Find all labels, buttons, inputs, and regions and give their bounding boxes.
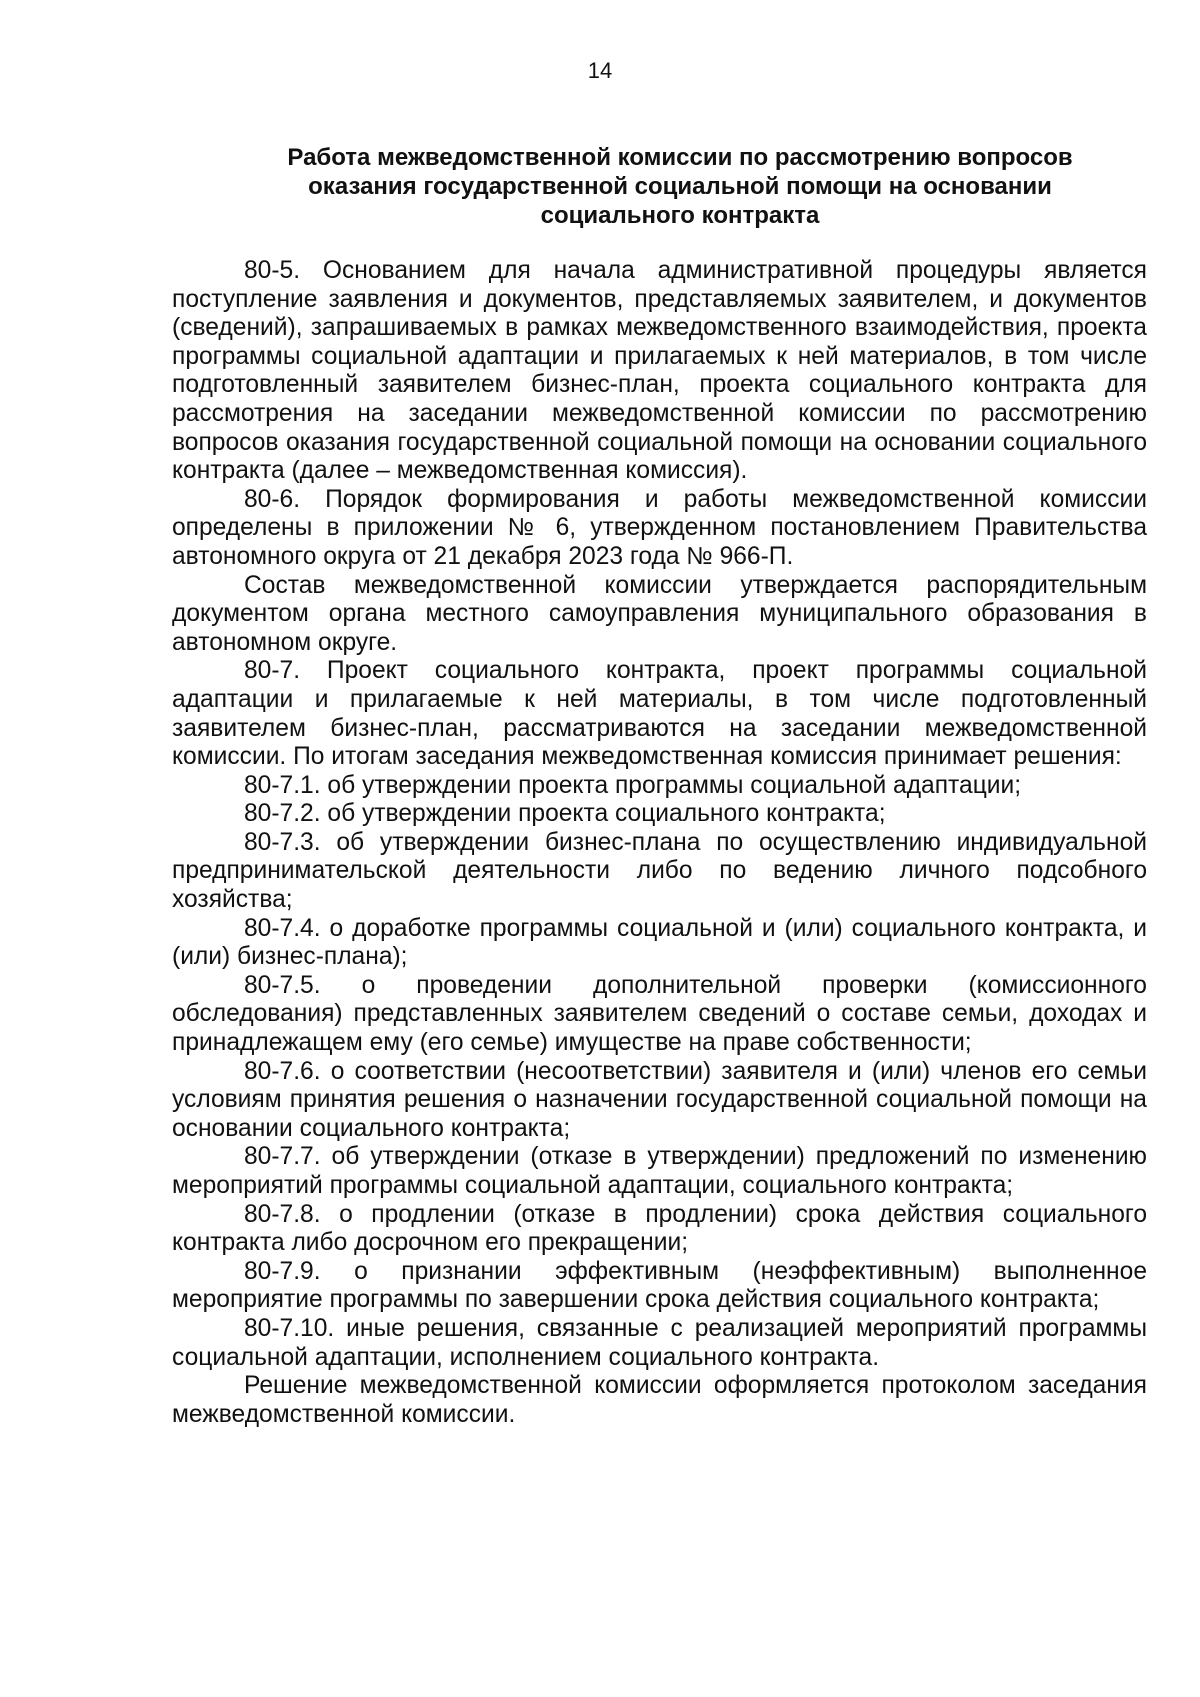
- paragraph-80-7-4: 80-7.4. о доработке программы социальной и (или) социального контракта, и (или) бизнес-плана);: [172, 914, 1147, 971]
- paragraph-80-7-7: 80-7.7. об утверждении (отказе в утверждении) предложений по изменению мероприятий программы социальной адаптации, социального контракта;: [172, 1143, 1147, 1199]
- paragraph-80-6: 80-6. Порядок формирования и работы межведомственной комиссии определены в приложении № 6, утвержденном постановлением Правительства автономного округа от 21 декабря 2023 года № 966-П.: [172, 485, 1147, 570]
- paragraph-decision-protocol: Решение межведомственной комиссии оформляется протоколом заседания межведомственной комиссии.: [172, 1372, 1147, 1428]
- paragraph-80-7-2: 80-7.2. об утверждении проекта социального контракта;: [244, 800, 886, 828]
- heading-line-1: Работа межведомственной комиссии по рассмотрению вопросов: [287, 144, 1073, 171]
- paragraph-80-7-3: 80-7.3. об утверждении бизнес-плана по осуществлению индивидуальной предпринимательской деятельности либо по ведению личного подсобного хозяйства;: [172, 828, 1147, 914]
- heading-line-3: социального контракта: [540, 202, 820, 229]
- paragraph-80-7: 80-7. Проект социального контракта, проект программы социальной адаптации и прилагаемые к ней материалы, в том числе подготовленный заявителем бизнес-план, рассматриваются на заседании межведомственной комиссии. По итогам заседания межведомственная комиссия принимает решения:: [172, 657, 1147, 771]
- paragraph-80-7-5: 80-7.5. о проведении дополнительной проверки (комиссионного обследования) представленных заявителем сведений о составе семьи, доходах и принадлежащем ему (его семье) имуществе на праве собственности;: [172, 971, 1147, 1057]
- paragraph-80-7-10: 80-7.10. иные решения, связанные с реализацией мероприятий программы социальной адаптации, исполнением социального контракта.: [172, 1314, 1147, 1371]
- paragraph-80-7-9: 80-7.9. о признании эффективным (неэффективным) выполненное мероприятие программы по завершении срока действия социального контракта;: [172, 1257, 1147, 1314]
- paragraph-80-7-8: 80-7.8. о продлении (отказе в продлении) срока действия социального контракта либо досрочном его прекращении;: [172, 1200, 1147, 1257]
- heading-line-2: оказания государственной социальной помощи на основании: [308, 173, 1052, 200]
- page-number: 14: [587, 58, 613, 83]
- document-body: [172, 257, 1147, 1429]
- section-heading: [245, 143, 1115, 230]
- paragraph-80-7-6: 80-7.6. о соответствии (несоответствии) заявителя и (или) членов его семьи условиям принятия решения о назначении государственной социальной помощи на основании социального контракта;: [172, 1057, 1147, 1142]
- paragraph-commission-composition: Состав межведомственной комиссии утверждается распорядительным документом органа местного самоуправления муниципального образования в автономном округе.: [172, 571, 1147, 656]
- paragraph-80-7-1: 80-7.1. об утверждении проекта программы социальной адаптации;: [244, 771, 1022, 799]
- paragraph-80-5: 80-5. Основанием для начала административной процедуры является поступление заявления и документов, представляемых заявителем, и документов (сведений), запрашиваемых в рамках межведомственного взаимодействия, проекта программы социальной адаптации и прилагаемых к ней материалов, в том числе подготовленный заявителем бизнес-план, проекта социального контракта для рассмотрения на заседании межведомственной комиссии по рассмотрению вопросов оказания государственной социальной помощи на основании социального контракта (далее – межведомственная комиссия).: [172, 257, 1147, 485]
